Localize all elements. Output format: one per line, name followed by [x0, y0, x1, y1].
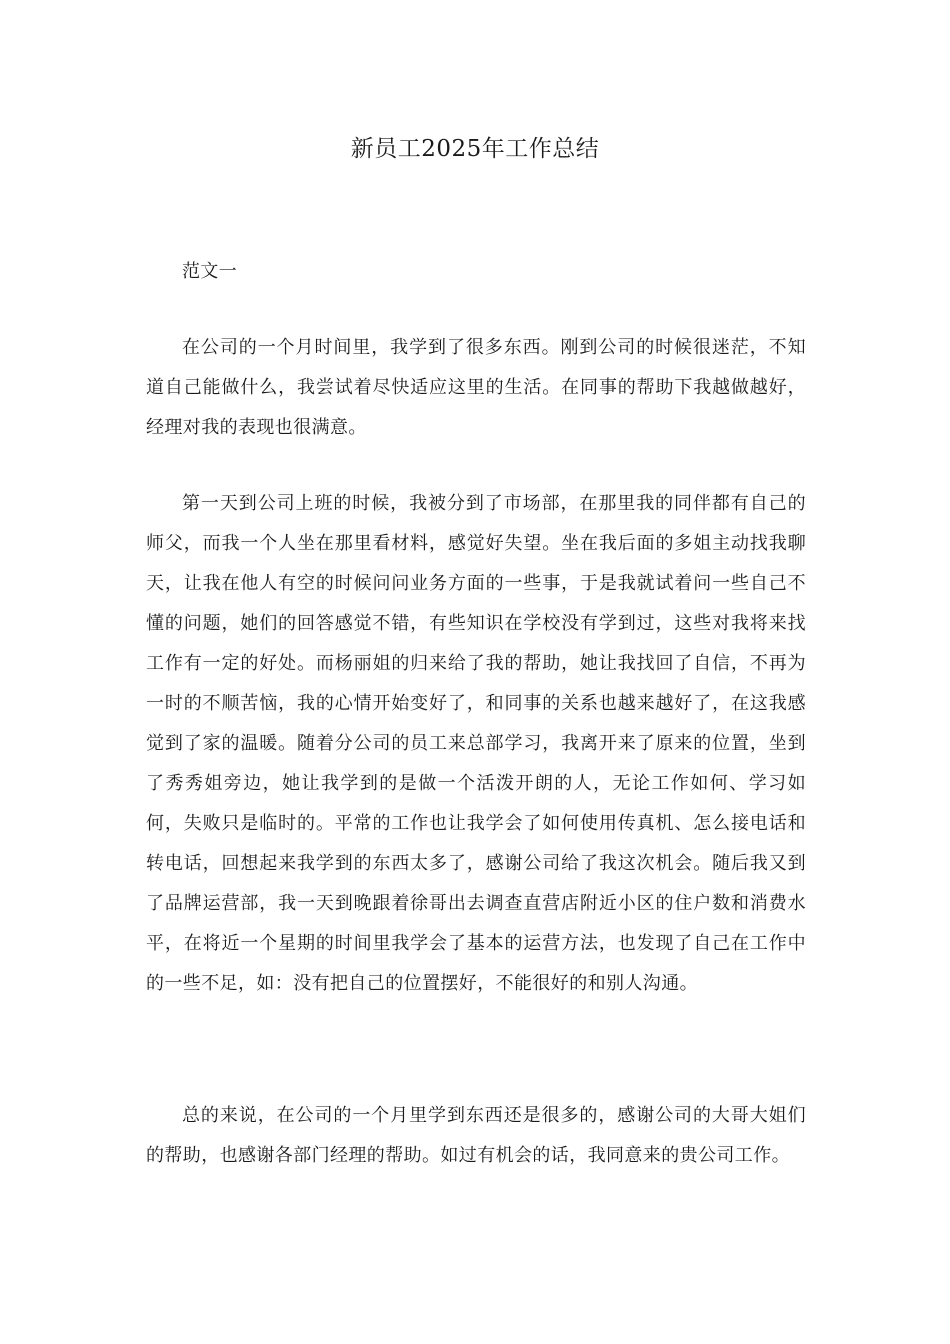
section-heading: 范文一 — [182, 261, 238, 282]
document-title: 新员工2025年工作总结 — [350, 136, 600, 162]
paragraph-2: 第一天到公司上班的时候，我被分到了市场部，在那里我的同伴都有自己的师父，而我一个人坐在那里看材料，感觉好失望。坐在我后面的多姐主动找我聊天，让我在他人有空的时候问问业务方面的一些事，于是我就试着问一些自己不懂的问题，她们的回答感觉不错，有些知识在学校没有学到过，这些对我将来找工作有一定的好处。而杨丽姐的归来给了我的帮助，她让我找回了自信，不再为一时的不顺苦恼，我的心情开始变好了，和同事的关系也越来越好了，在这我感觉到了家的温暖。随着分公司的员工来总部学习，我离开来了原来的位置，坐到了秀秀姐旁边，她让我学到的是做一个活泼开朗的人，无论工作如何、学习如何，失败只是临时的。平常的工作也让我学会了如何使用传真机、怎么接电话和转电话，回想起来我学到的东西太多了，感谢公司给了我这次机会。随后我又到了品牌运营部，我一天到晚跟着徐哥出去调查直营店附近小区的住户数和消费水平，在将近一个星期的时间里我学会了基本的运营方法，也发现了自己在工作中的一些不足，如：没有把自己的位置摆好，不能很好的和别人沟通。 — [146, 493, 806, 994]
paragraph-1: 在公司的一个月时间里，我学到了很多东西。刚到公司的时候很迷茫，不知道自己能做什么，我尝试着尽快适应这里的生活。在同事的帮助下我越做越好，经理对我的表现也很满意。 — [146, 337, 806, 438]
paragraph-3: 总的来说，在公司的一个月里学到东西还是很多的，感谢公司的大哥大姐们的帮助，也感谢各部门经理的帮助。如过有机会的话，我同意来的贵公司工作。 — [146, 1105, 806, 1166]
